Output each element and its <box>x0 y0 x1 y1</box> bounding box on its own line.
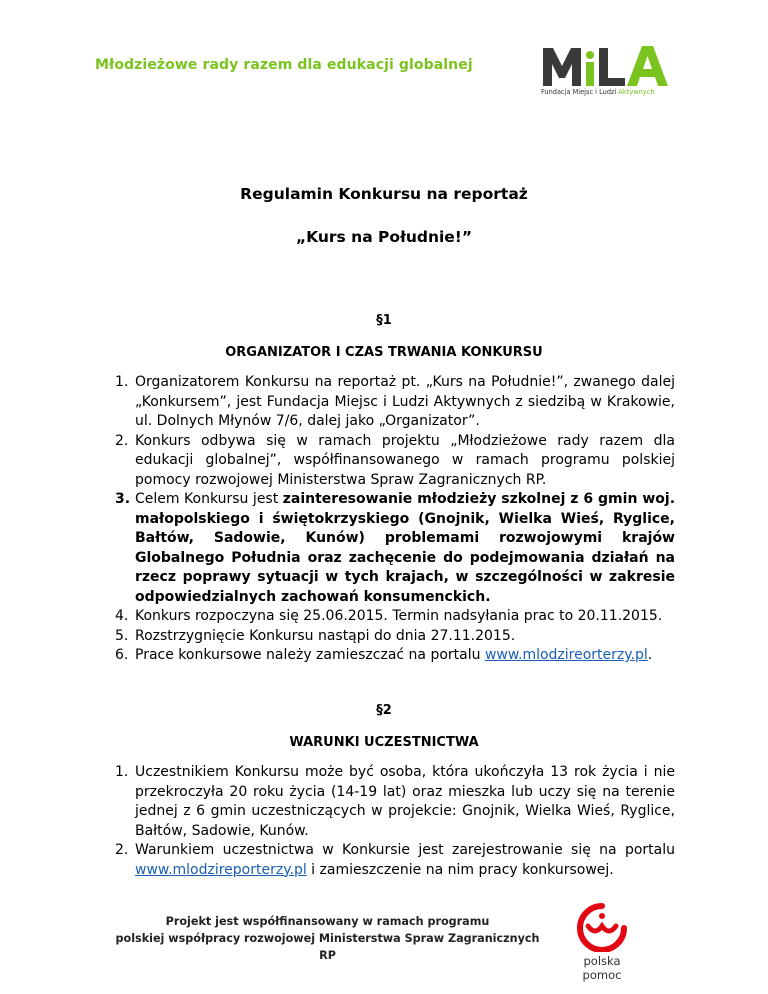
section2-heading: WARUNKI UCZESTNICTWA <box>289 735 479 750</box>
list-item: 2. Konkurs odbywa się w ramach projektu „Młodzieżowe rady razem dla edukacji globalnej”, współfinansowanego w ramach programu polskiej pomocy rozwojowej Ministerstwa Spraw Zagranicznych RP. <box>115 432 675 488</box>
section1-symbol: §1 <box>376 313 392 328</box>
portal-link[interactable]: www.mlodzireorterzy.pl <box>484 647 648 663</box>
section2-list <box>115 763 675 880</box>
list-item: 1. Organizatorem Konkursu na reportaż pt. „Kurs na Południe!”, zwanego dalej „Konkursem”, jest Fundacja Miejsc i Ludzi Aktywnych z siedzibą w Krakowie, ul. Dolnych Młynów 7/6, dalej jako „Organizator”. <box>115 374 675 429</box>
list-item: 2. Warunkiem uczestnictwa w Konkursie jest zarejestrowanie się na portalu www.mlodzireporterzy.pl i zamieszczenie na nim pracy konkursowej. <box>115 842 675 878</box>
list-item: 6. Prace konkursowe należy zamieszczać na portalu www.mlodzireorterzy.pl. <box>115 647 653 663</box>
header-slogan: Młodzieżowe rady razem dla edukacji globalnej <box>95 57 473 73</box>
section1-heading: ORGANIZATOR I CZAS TRWANIA KONKURSU <box>225 345 543 360</box>
list-item: 1. Uczestnikiem Konkursu może być osoba, która ukończyła 13 rok życia i nie przekroczyła 20 roku życia (14-19 lat) oraz mieszka lub uczy się na terenie jednej z 6 gmin uczestniczących w projekcie: Gnojnik, Wielka Wieś, Ryglice, Bałtów, Sadowie, Kunów. <box>115 764 675 839</box>
list-item: 4. Konkurs rozpoczyna się 25.06.2015. Termin nadsyłania prac to 20.11.2015. <box>115 608 663 624</box>
list-item: 3. Celem Konkursu jest zainteresowanie młodzieży szkolnej z 6 gmin woj. małopolskiego i świętokrzyskiego (Gnojnik, Wielka Wieś, Ryglice, Bałtów, Sadowie, Kunów) problemami rozwojowymi krajów Globalnego Południa oraz zachęcenie do podejmowania działań na rzecz poprawy sytuacji w tych krajach, w szczególności w zakresie odpowiedzialnych zachowań konsumenckich. <box>115 491 676 605</box>
logo-subtitle: Fundacja Miejsc i Ludzi Aktywnych <box>541 88 655 96</box>
registration-link[interactable]: www.mlodzireporterzy.pl <box>135 861 307 878</box>
competition-name: „Kurs na Południe!” <box>295 228 473 246</box>
polska-pomoc-icon <box>568 902 636 952</box>
cofinancing-note: Projekt jest współfinansowany w ramach programu polskiej współpracy rozwojowej Ministerstwa Spraw Zagranicznych RP <box>115 915 540 962</box>
section2-symbol: §2 <box>376 703 392 718</box>
polska-pomoc-label: polska pomoc <box>582 954 622 982</box>
polska-pomoc-logo <box>568 902 636 982</box>
mila-logo <box>541 44 686 102</box>
section1-list <box>115 373 675 666</box>
document-title: Regulamin Konkursu na reportaż <box>240 185 528 203</box>
list-item: 5. Rozstrzygnięcie Konkursu nastąpi do dnia 27.11.2015. <box>115 627 516 644</box>
